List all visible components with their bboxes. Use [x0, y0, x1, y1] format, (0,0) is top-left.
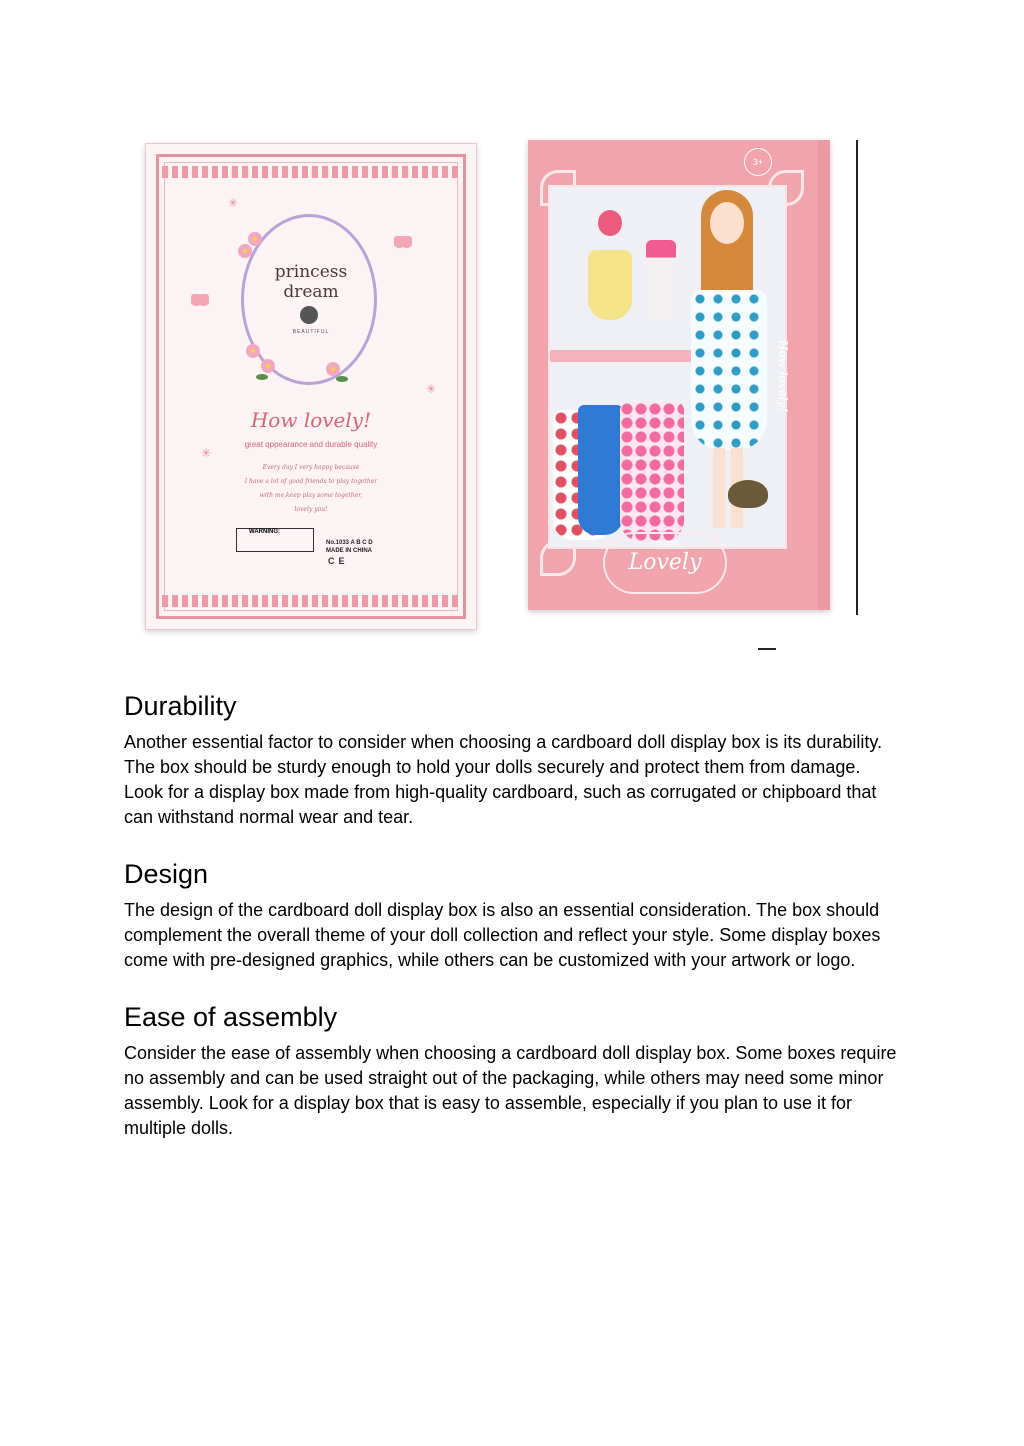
- section-heading: Design: [124, 859, 209, 889]
- bird-icon: [728, 480, 768, 508]
- flower-icon: [261, 359, 275, 373]
- emblem-text: BEAUTIFUL: [292, 329, 330, 335]
- section-paragraph: Consider the ease of assembly when choosing a cardboard doll display box. Some boxes require no assembly and can be used straight out of the packaging, while others may need some minor assembly. Look for a display box that is easy to assemble, especially if you plan to use it for multiple dolls.: [124, 1043, 897, 1138]
- flower-icon: [246, 344, 260, 358]
- lace-strip-bottom: [162, 595, 460, 607]
- small-doll: [588, 210, 632, 340]
- doll-dress: [588, 250, 632, 320]
- section-paragraph: The design of the cardboard doll display box is also an essential consideration. The box should complement the overall theme of your doll collection and reflect your style. Some display boxes come with pre-designed graphics, while others can be customized with your artwork or logo.: [124, 900, 881, 970]
- section-heading: Ease of assembly: [124, 1002, 338, 1032]
- bottle-accessory: [646, 240, 676, 320]
- model-number: No.1033 A B C D: [326, 540, 373, 546]
- package-back: [145, 143, 477, 630]
- star-emblem-icon: [300, 306, 318, 324]
- doll-head: [598, 210, 622, 236]
- leaf-icon: [336, 376, 348, 382]
- poem-line: lovely you!: [294, 506, 328, 513]
- package-side: [818, 140, 830, 610]
- large-doll: [683, 190, 773, 530]
- butterfly-icon: [191, 294, 209, 308]
- poem-line: with me,keep play some together,: [259, 492, 363, 499]
- side-script: How lovely!: [776, 340, 790, 413]
- sparkle-icon: ✳: [426, 382, 437, 396]
- lace-strip-top: [162, 166, 460, 178]
- model-info: [326, 539, 373, 555]
- flower-icon: [238, 244, 252, 258]
- section-heading: Durability: [124, 691, 237, 721]
- doll-dress: [691, 290, 767, 450]
- section-ease-of-assembly: [124, 999, 900, 1141]
- made-in: MADE IN CHINA: [326, 548, 372, 554]
- divider-line: [758, 648, 776, 650]
- sparkle-icon: ✳: [228, 196, 239, 210]
- ce-mark: CE: [328, 556, 349, 566]
- spare-dress: [620, 402, 684, 542]
- tagline: great qppearance and durable quality: [244, 440, 378, 449]
- brand-line-2: dream: [283, 282, 339, 302]
- spare-dress: [578, 405, 623, 535]
- article-body: [124, 688, 900, 1141]
- plaque-small-text: PrincesS: [650, 540, 679, 547]
- warning-label: WARNING:: [236, 528, 314, 552]
- poem-line: Every day I very happy because: [262, 464, 360, 471]
- flower-icon: [248, 232, 262, 246]
- product-photo: [140, 135, 865, 655]
- shelf: [550, 350, 700, 362]
- section-paragraph: Another essential factor to consider when choosing a cardboard doll display box is its durability. The box should be sturdy enough to hold your dolls securely and protect them from damage. Look for a display box made from high-quality cardboard, such as corrugated or chipboard that can withstand normal wear and tear.: [124, 732, 883, 827]
- section-durability: [124, 688, 900, 830]
- sparkle-icon: ✳: [201, 446, 212, 460]
- plaque-big-text: Lovely: [628, 550, 702, 575]
- section-design: [124, 856, 900, 973]
- age-badge: 3+: [744, 148, 772, 176]
- brand-plaque: [603, 532, 727, 594]
- brand-line-1: princess: [274, 262, 348, 282]
- poem-line: I have a lot of good friends to play together: [244, 478, 378, 485]
- package-front: [528, 140, 830, 610]
- butterfly-icon: [394, 236, 412, 250]
- flower-icon: [326, 362, 340, 376]
- leaf-icon: [256, 374, 268, 380]
- doll-face: [710, 202, 744, 244]
- script-title: How lovely!: [250, 408, 372, 432]
- divider-line: [856, 140, 858, 615]
